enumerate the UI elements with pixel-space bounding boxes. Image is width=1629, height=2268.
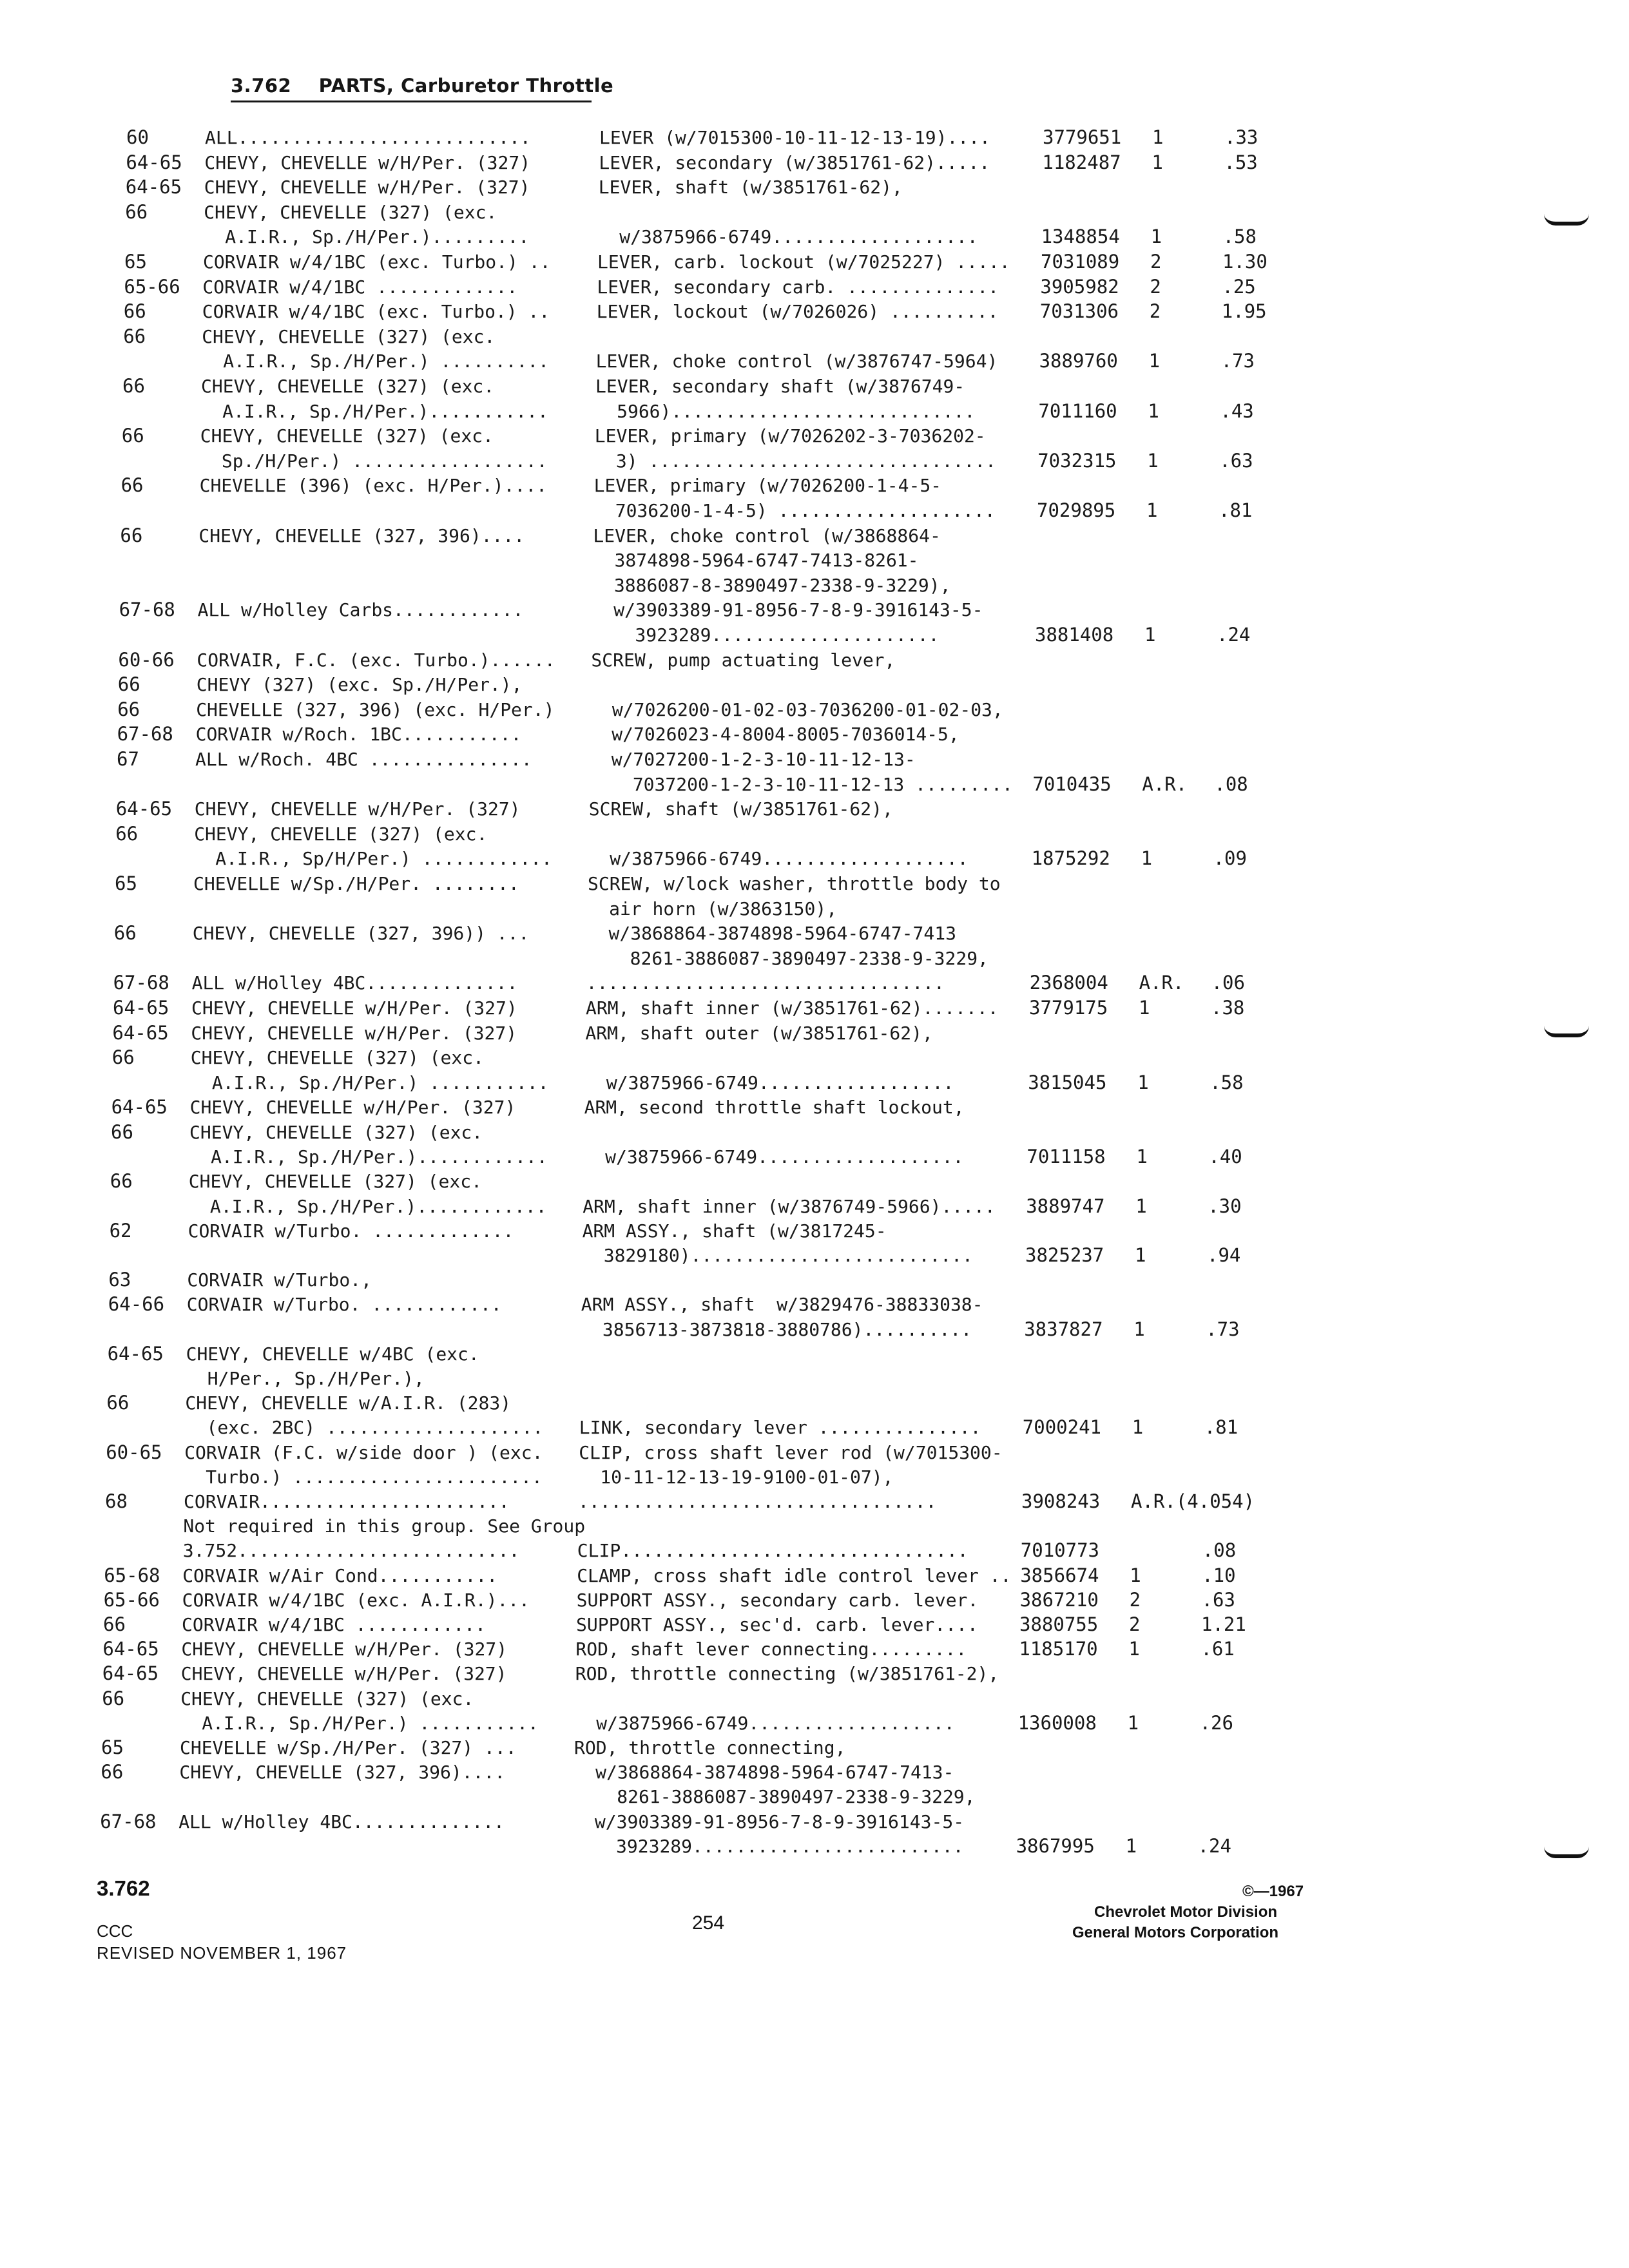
description-cell: LEVER, secondary shaft (w/3876749- bbox=[595, 376, 965, 397]
application-cell: CHEVY, CHEVELLE w/H/Per. (327) bbox=[191, 997, 517, 1019]
price-cell: .38 bbox=[1211, 997, 1245, 1019]
quantity-cell: 2 bbox=[1129, 1613, 1141, 1635]
year-cell: 66 bbox=[120, 474, 144, 497]
year-cell: 64-65 bbox=[112, 1021, 169, 1044]
description-cell: LEVER, carb. lockout (w/7025227) ..... bbox=[597, 251, 1010, 273]
quantity-cell: 1 bbox=[1125, 1834, 1137, 1857]
application-cell: CHEVY, CHEVELLE (327) (exc. bbox=[200, 425, 494, 447]
description-cell: CLAMP, cross shaft idle control lever .. bbox=[577, 1564, 1012, 1586]
price-cell: .58 bbox=[1222, 226, 1257, 248]
application-cell: CHEVY, CHEVELLE (327) (exc. bbox=[180, 1687, 474, 1709]
application-cell: Not required in this group. See Group bbox=[183, 1515, 586, 1537]
year-cell: 66 bbox=[125, 200, 148, 223]
quantity-cell: 1 bbox=[1133, 1318, 1145, 1340]
part-number-cell: 3779651 bbox=[1043, 126, 1122, 148]
description-cell: ................................. bbox=[586, 972, 945, 994]
price-cell: .43 bbox=[1220, 399, 1254, 422]
part-number-cell: 2368004 bbox=[1029, 972, 1108, 994]
description-cell: w/7027200-1-2-3-10-11-12-13- bbox=[590, 749, 916, 770]
price-cell: .61 bbox=[1200, 1638, 1235, 1660]
application-cell: CHEVELLE w/Sp./H/Per. (327) ... bbox=[180, 1737, 517, 1758]
application-cell: CORVAIR w/4/1BC ............. bbox=[202, 276, 518, 298]
description-cell: LEVER, secondary (w/3851761-62)..... bbox=[599, 151, 990, 173]
description-cell: LEVER, shaft (w/3851761-62), bbox=[598, 177, 903, 198]
price-cell: .81 bbox=[1219, 499, 1253, 521]
description-cell: LINK, secondary lever ............... bbox=[579, 1417, 981, 1439]
year-cell: 67-68 bbox=[113, 972, 169, 994]
price-cell: .53 bbox=[1224, 151, 1258, 173]
part-number-cell: 3779175 bbox=[1029, 997, 1108, 1019]
description-cell: air horn (w/3863150), bbox=[587, 898, 838, 919]
quantity-cell: 1 bbox=[1132, 1416, 1144, 1439]
quantity-cell: 1 bbox=[1139, 997, 1150, 1019]
application-cell: CORVAIR w/Roch. 1BC........... bbox=[195, 724, 522, 745]
application-cell: CORVAIR w/Turbo. ............. bbox=[188, 1220, 514, 1242]
year-cell: 67-68 bbox=[100, 1810, 157, 1832]
price-cell: .26 bbox=[1199, 1711, 1233, 1734]
quantity-cell: 1 bbox=[1147, 449, 1159, 472]
description-cell: ROD, shaft lever connecting......... bbox=[575, 1639, 967, 1660]
quantity-cell: 1 bbox=[1135, 1195, 1147, 1217]
application-cell: ALL w/Roch. 4BC ............... bbox=[195, 749, 532, 770]
year-cell: 67 bbox=[117, 748, 139, 770]
description-cell: 5966)............................ bbox=[595, 400, 976, 422]
application-cell: CHEVY, CHEVELLE (327) (exc. bbox=[194, 823, 488, 845]
description-cell: 8261-3886087-3890497-2338-9-3229, bbox=[586, 947, 988, 969]
application-cell: A.I.R., Sp./H/Per.)......... bbox=[203, 226, 530, 248]
page-number: 254 bbox=[692, 1912, 725, 1934]
description-cell: 10-11-12-13-19-9100-01-07), bbox=[578, 1466, 894, 1488]
header-section: 3.762 bbox=[231, 75, 292, 97]
part-number-cell: 7031306 bbox=[1039, 300, 1119, 323]
description-cell: 3856713-3873818-3880786).......... bbox=[581, 1318, 972, 1340]
price-cell: .06 bbox=[1211, 972, 1245, 994]
year-cell: 66 bbox=[123, 300, 146, 323]
price-cell: .08 bbox=[1202, 1539, 1237, 1562]
description-cell: SUPPORT ASSY., secondary carb. lever. bbox=[576, 1589, 979, 1611]
part-number-cell: 7010435 bbox=[1032, 773, 1112, 795]
part-number-cell: 1182487 bbox=[1042, 151, 1121, 173]
application-cell: CORVAIR w/4/1BC (exc. Turbo.) .. bbox=[202, 301, 550, 323]
price-cell: .73 bbox=[1206, 1318, 1240, 1340]
part-number-cell: 1348854 bbox=[1041, 226, 1120, 248]
part-number-cell: 3889760 bbox=[1039, 350, 1118, 372]
application-cell: CHEVY, CHEVELLE w/H/Per. (327) bbox=[180, 1663, 507, 1685]
part-number-cell: 3825237 bbox=[1025, 1244, 1104, 1266]
year-cell: 62 bbox=[109, 1219, 132, 1242]
application-cell: CHEVY, CHEVELLE (327, 396).... bbox=[198, 524, 525, 546]
description-cell: LEVER, secondary carb. .............. bbox=[597, 276, 999, 298]
part-number-cell: 7029895 bbox=[1037, 499, 1116, 521]
binding-mark bbox=[1544, 1026, 1589, 1037]
price-cell: 1.95 bbox=[1221, 300, 1267, 323]
quantity-cell: 1 bbox=[1148, 399, 1159, 422]
footer-copyright: ©—1967 bbox=[1242, 1883, 1304, 1900]
year-cell: 67-68 bbox=[117, 723, 173, 745]
description-cell: ................................. bbox=[578, 1491, 937, 1512]
year-cell: 64-65 bbox=[115, 798, 173, 820]
part-number-cell: 3815045 bbox=[1028, 1071, 1107, 1093]
description-cell: ARM ASSY., shaft w/3829476-38833038- bbox=[581, 1294, 983, 1316]
year-cell: 66 bbox=[122, 375, 145, 397]
application-cell: H/Per., Sp./H/Per.), bbox=[186, 1368, 425, 1389]
quantity-cell: 2 bbox=[1149, 300, 1161, 323]
application-cell: CHEVY, CHEVELLE (327) (exc. bbox=[188, 1171, 482, 1193]
year-cell: 66 bbox=[117, 698, 140, 720]
description-cell: w/3875966-6749................... bbox=[574, 1712, 955, 1734]
header-title: PARTS, Carburetor Throttle bbox=[318, 75, 614, 97]
application-cell: 3.752.......................... bbox=[182, 1540, 520, 1562]
year-cell: 66 bbox=[106, 1392, 130, 1414]
application-cell: CORVAIR w/4/1BC ............ bbox=[182, 1614, 487, 1635]
description-cell: w/3875966-6749................... bbox=[583, 1146, 964, 1168]
price-cell: .10 bbox=[1202, 1564, 1236, 1586]
year-cell: 66 bbox=[121, 425, 144, 447]
description-cell: 3923289......................... bbox=[572, 1835, 964, 1857]
description-cell: w/7026200-01-02-03-7036200-01-02-03, bbox=[590, 698, 1003, 720]
application-cell: Sp./H/Per.) .................. bbox=[200, 450, 548, 472]
part-number-cell: 3837827 bbox=[1024, 1318, 1103, 1340]
price-cell: .25 bbox=[1222, 275, 1256, 298]
price-cell: .33 bbox=[1224, 126, 1258, 148]
description-cell: LEVER, choke control (w/3876747-5964) bbox=[595, 351, 998, 372]
application-cell: CHEVY, CHEVELLE w/H/Per. (327) bbox=[204, 177, 530, 198]
description-cell: SUPPORT ASSY., sec'd. carb. lever.... bbox=[576, 1614, 978, 1635]
application-cell: CHEVY, CHEVELLE (327) (exc. bbox=[189, 1122, 483, 1143]
description-cell: 3) ................................ bbox=[594, 450, 996, 472]
year-cell: 66 bbox=[115, 822, 139, 845]
application-cell: CHEVELLE (327, 396) (exc. H/Per.) bbox=[196, 698, 555, 720]
binding-mark bbox=[1544, 214, 1589, 226]
year-cell: 66 bbox=[117, 673, 140, 696]
quantity-cell: 1 bbox=[1127, 1711, 1139, 1734]
description-cell: 3923289..................... bbox=[592, 624, 940, 646]
price-cell: 1.30 bbox=[1222, 251, 1268, 273]
year-cell: 66 bbox=[113, 922, 137, 945]
part-number-cell: 7031089 bbox=[1041, 251, 1120, 273]
footer-revised: REVISED NOVEMBER 1, 1967 bbox=[97, 1943, 347, 1963]
application-cell: ALL........................... bbox=[205, 127, 531, 148]
application-cell: CHEVY, CHEVELLE w/H/Per. (327) bbox=[181, 1639, 508, 1660]
description-cell: w/3875966-6749................... bbox=[588, 848, 969, 870]
description-cell: w/3868864-3874898-5964-6747-7413- bbox=[574, 1762, 954, 1783]
year-cell: 66 bbox=[120, 524, 143, 546]
quantity-cell: A.R. bbox=[1142, 773, 1188, 795]
year-cell: 66 bbox=[123, 325, 146, 347]
application-cell: CORVAIR....................... bbox=[184, 1491, 510, 1512]
application-cell: A.I.R., Sp./H/Per.)........... bbox=[200, 400, 548, 422]
description-cell: ROD, throttle connecting, bbox=[574, 1737, 846, 1758]
application-cell: CHEVELLE (396) (exc. H/Per.).... bbox=[199, 475, 548, 497]
application-cell: CHEVY, CHEVELLE w/4BC (exc. bbox=[186, 1343, 479, 1365]
application-cell: ALL w/Holley 4BC.............. bbox=[178, 1811, 505, 1832]
part-number-cell: 7000241 bbox=[1022, 1416, 1102, 1439]
part-number-cell: 1185170 bbox=[1019, 1638, 1098, 1660]
application-cell: A.I.R., Sp/H/Per.) ............ bbox=[193, 848, 552, 870]
description-cell: LEVER, lockout (w/7026026) .......... bbox=[596, 301, 999, 323]
description-cell: ARM, shaft inner (w/3876749-5966)..... bbox=[583, 1195, 996, 1217]
description-cell: w/3868864-3874898-5964-6747-7413 bbox=[586, 923, 956, 945]
quantity-cell: 2 bbox=[1150, 251, 1162, 273]
description-cell: w/3903389-91-8956-7-8-9-3916143-5- bbox=[573, 1811, 965, 1832]
application-cell: CHEVY (327) (exc. Sp./H/Per.), bbox=[196, 674, 523, 696]
part-number-cell: 3889747 bbox=[1026, 1195, 1105, 1217]
part-number-cell: 1360008 bbox=[1017, 1711, 1097, 1734]
footer-code: CCC bbox=[97, 1921, 133, 1941]
description-cell: LEVER, primary (w/7026200-1-4-5- bbox=[593, 475, 942, 497]
page-header bbox=[231, 75, 614, 102]
application-cell: CORVAIR, F.C. (exc. Turbo.)...... bbox=[197, 649, 555, 671]
quantity-cell: 1 bbox=[1141, 847, 1153, 870]
year-cell: 60 bbox=[126, 126, 149, 148]
price-cell: .58 bbox=[1210, 1071, 1244, 1093]
quantity-cell: 1 bbox=[1137, 1071, 1149, 1093]
price-cell: .40 bbox=[1208, 1146, 1242, 1168]
quantity-cell: A.R.(4.054) bbox=[1131, 1490, 1255, 1512]
footer-corporation: General Motors Corporation bbox=[1072, 1924, 1279, 1941]
application-cell: A.I.R., Sp./H/Per.) .......... bbox=[201, 351, 550, 372]
part-number-cell: 3880755 bbox=[1019, 1613, 1099, 1635]
quantity-cell: A.R. bbox=[1139, 972, 1184, 994]
year-cell: 65-66 bbox=[124, 275, 180, 298]
year-cell: 64-65 bbox=[126, 151, 182, 173]
binding-mark bbox=[1544, 1847, 1589, 1858]
part-number-cell: 3881408 bbox=[1035, 624, 1114, 646]
part-number-cell: 7032315 bbox=[1037, 449, 1117, 472]
application-cell: CHEVY, CHEVELLE w/H/Per. (327) bbox=[204, 151, 531, 173]
application-cell: CORVAIR w/Turbo. ............ bbox=[186, 1294, 502, 1316]
application-cell: CHEVY, CHEVELLE (327, 396)) ... bbox=[192, 923, 530, 945]
application-cell: A.I.R., Sp./H/Per.) ........... bbox=[180, 1712, 539, 1734]
part-number-cell: 3867995 bbox=[1016, 1834, 1095, 1857]
year-cell: 66 bbox=[103, 1613, 126, 1635]
quantity-cell: 1 bbox=[1152, 126, 1164, 148]
part-number-cell: 7010773 bbox=[1020, 1539, 1100, 1562]
description-cell: ARM ASSY., shaft (w/3817245- bbox=[582, 1220, 887, 1242]
year-cell: 66 bbox=[102, 1687, 125, 1709]
price-cell: .08 bbox=[1214, 773, 1248, 795]
description-cell: 3886087-8-3890497-2338-9-3229), bbox=[592, 574, 951, 596]
application-cell: CHEVY, CHEVELLE w/H/Per. (327) bbox=[191, 1022, 517, 1044]
description-cell: w/3875966-6749................... bbox=[597, 226, 978, 248]
quantity-cell: 1 bbox=[1130, 1564, 1141, 1586]
application-cell: A.I.R., Sp./H/Per.)............ bbox=[189, 1146, 548, 1168]
part-number-cell: 3867210 bbox=[1019, 1588, 1099, 1611]
year-cell: 64-65 bbox=[125, 176, 182, 198]
application-cell: CHEVY, CHEVELLE (327) (exc. bbox=[201, 376, 495, 397]
application-cell: CORVAIR w/4/1BC (exc. Turbo.) .. bbox=[203, 251, 551, 273]
description-cell: LEVER, choke control (w/3868864- bbox=[593, 524, 941, 546]
description-cell: w/7026023-4-8004-8005-7036014-5, bbox=[590, 724, 959, 745]
application-cell: CHEVY, CHEVELLE w/H/Per. (327) bbox=[194, 798, 521, 820]
application-cell: CHEVY, CHEVELLE (327) (exc. bbox=[204, 201, 497, 223]
application-cell: (exc. 2BC) .................... bbox=[184, 1417, 544, 1439]
year-cell: 65-68 bbox=[104, 1564, 160, 1586]
application-cell: A.I.R., Sp./H/Per.) ........... bbox=[190, 1072, 549, 1093]
description-cell: LEVER, primary (w/7026202-3-7036202- bbox=[594, 425, 986, 447]
year-cell: 65 bbox=[115, 872, 137, 894]
year-cell: 60-65 bbox=[106, 1441, 162, 1463]
price-cell: .81 bbox=[1204, 1416, 1239, 1439]
application-cell: ALL w/Holley 4BC.............. bbox=[191, 972, 518, 994]
part-number-cell: 3905982 bbox=[1040, 275, 1119, 298]
year-cell: 68 bbox=[105, 1490, 128, 1512]
quantity-cell: 1 bbox=[1136, 1146, 1148, 1168]
application-cell: CHEVY, CHEVELLE (327) (exc. bbox=[202, 325, 496, 347]
footer-section: 3.762 bbox=[97, 1876, 150, 1900]
year-cell: 66 bbox=[110, 1170, 133, 1193]
year-cell: 66 bbox=[111, 1121, 133, 1143]
year-cell: 65 bbox=[124, 251, 147, 273]
year-cell: 64-65 bbox=[113, 997, 169, 1019]
application-cell: CHEVELLE w/Sp./H/Per. ........ bbox=[193, 873, 519, 894]
description-cell: 7036200-1-4-5) .................... bbox=[593, 500, 996, 521]
description-cell: 8261-3886087-3890497-2338-9-3229, bbox=[573, 1786, 976, 1808]
quantity-cell: 2 bbox=[1129, 1588, 1141, 1611]
description-cell: SCREW, shaft (w/3851761-62), bbox=[588, 798, 893, 820]
application-cell: CHEVY, CHEVELLE w/A.I.R. (283) bbox=[185, 1392, 512, 1414]
price-cell: .73 bbox=[1220, 350, 1255, 372]
footer-division: Chevrolet Motor Division bbox=[1094, 1903, 1278, 1921]
description-cell: SCREW, w/lock washer, throttle body to bbox=[588, 873, 1001, 894]
description-cell: ROD, throttle connecting (w/3851761-2), bbox=[575, 1663, 999, 1685]
year-cell: 64-65 bbox=[111, 1096, 168, 1119]
application-cell: CHEVY, CHEVELLE w/H/Per. (327) bbox=[189, 1097, 516, 1119]
application-cell: A.I.R., Sp./H/Per.)............ bbox=[188, 1195, 547, 1217]
part-number-cell: 3908243 bbox=[1021, 1490, 1101, 1512]
year-cell: 66 bbox=[101, 1761, 124, 1783]
price-cell: .24 bbox=[1217, 624, 1251, 646]
description-cell: CLIP................................ bbox=[577, 1540, 969, 1562]
part-number-cell: 7011160 bbox=[1038, 399, 1117, 422]
price-cell: 1.21 bbox=[1201, 1613, 1246, 1635]
price-cell: .94 bbox=[1207, 1244, 1241, 1266]
description-cell: ARM, second throttle shaft lockout, bbox=[584, 1097, 965, 1119]
description-cell: ARM, shaft inner (w/3851761-62)....... bbox=[586, 997, 999, 1019]
quantity-cell: 1 bbox=[1150, 226, 1162, 248]
part-number-cell: 7011158 bbox=[1027, 1146, 1106, 1168]
quantity-cell: 1 bbox=[1135, 1244, 1146, 1266]
description-cell: 3829180).......................... bbox=[582, 1245, 973, 1266]
description-cell: CLIP, cross shaft lever rod (w/7015300- bbox=[579, 1441, 1003, 1463]
application-cell: CHEVY, CHEVELLE (327, 396).... bbox=[179, 1762, 506, 1783]
price-cell: .63 bbox=[1201, 1588, 1235, 1611]
application-cell: CORVAIR w/4/1BC (exc. A.I.R.)... bbox=[182, 1589, 530, 1611]
price-cell: .09 bbox=[1213, 847, 1247, 870]
price-cell: .24 bbox=[1197, 1834, 1231, 1857]
quantity-cell: 2 bbox=[1150, 275, 1161, 298]
description-cell: w/3875966-6749.................. bbox=[584, 1072, 954, 1093]
quantity-cell: 1 bbox=[1144, 624, 1156, 646]
year-cell: 65 bbox=[101, 1736, 124, 1758]
price-cell: .30 bbox=[1208, 1195, 1242, 1217]
year-cell: 63 bbox=[108, 1269, 131, 1291]
quantity-cell: 1 bbox=[1152, 151, 1163, 173]
description-cell: 7037200-1-2-3-10-11-12-13 ......... bbox=[589, 773, 1013, 795]
price-cell: .63 bbox=[1219, 449, 1253, 472]
year-cell: 67-68 bbox=[119, 599, 175, 621]
description-cell: w/3903389-91-8956-7-8-9-3916143-5- bbox=[592, 599, 983, 621]
description-cell: ARM, shaft outer (w/3851761-62), bbox=[585, 1022, 933, 1044]
application-cell: Turbo.) ....................... bbox=[184, 1466, 543, 1488]
description-cell: SCREW, pump actuating lever, bbox=[591, 649, 896, 671]
quantity-cell: 1 bbox=[1146, 499, 1158, 521]
application-cell: ALL w/Holley Carbs............ bbox=[197, 599, 524, 621]
description-cell: 3874898-5964-6747-7413-8261- bbox=[592, 550, 919, 572]
year-cell: 60-66 bbox=[118, 648, 175, 671]
application-cell: CORVAIR w/Air Cond........... bbox=[182, 1564, 498, 1586]
quantity-cell: 1 bbox=[1148, 350, 1161, 372]
year-cell: 64-65 bbox=[107, 1342, 164, 1365]
year-cell: 66 bbox=[111, 1046, 135, 1069]
part-number-cell: 3856674 bbox=[1020, 1564, 1099, 1586]
year-cell: 64-66 bbox=[108, 1293, 165, 1316]
year-cell: 64-65 bbox=[102, 1662, 159, 1685]
part-number-cell: 1875292 bbox=[1031, 847, 1110, 870]
description-cell: LEVER (w/7015300-10-11-12-13-19).... bbox=[599, 127, 990, 148]
application-cell: CORVAIR w/Turbo., bbox=[187, 1269, 372, 1291]
year-cell: 65-66 bbox=[103, 1588, 160, 1611]
year-cell: 64-65 bbox=[102, 1638, 159, 1660]
application-cell: CORVAIR (F.C. w/side door ) (exc. bbox=[184, 1441, 543, 1463]
quantity-cell: 1 bbox=[1128, 1638, 1140, 1660]
application-cell: CHEVY, CHEVELLE (327) (exc. bbox=[190, 1047, 484, 1069]
